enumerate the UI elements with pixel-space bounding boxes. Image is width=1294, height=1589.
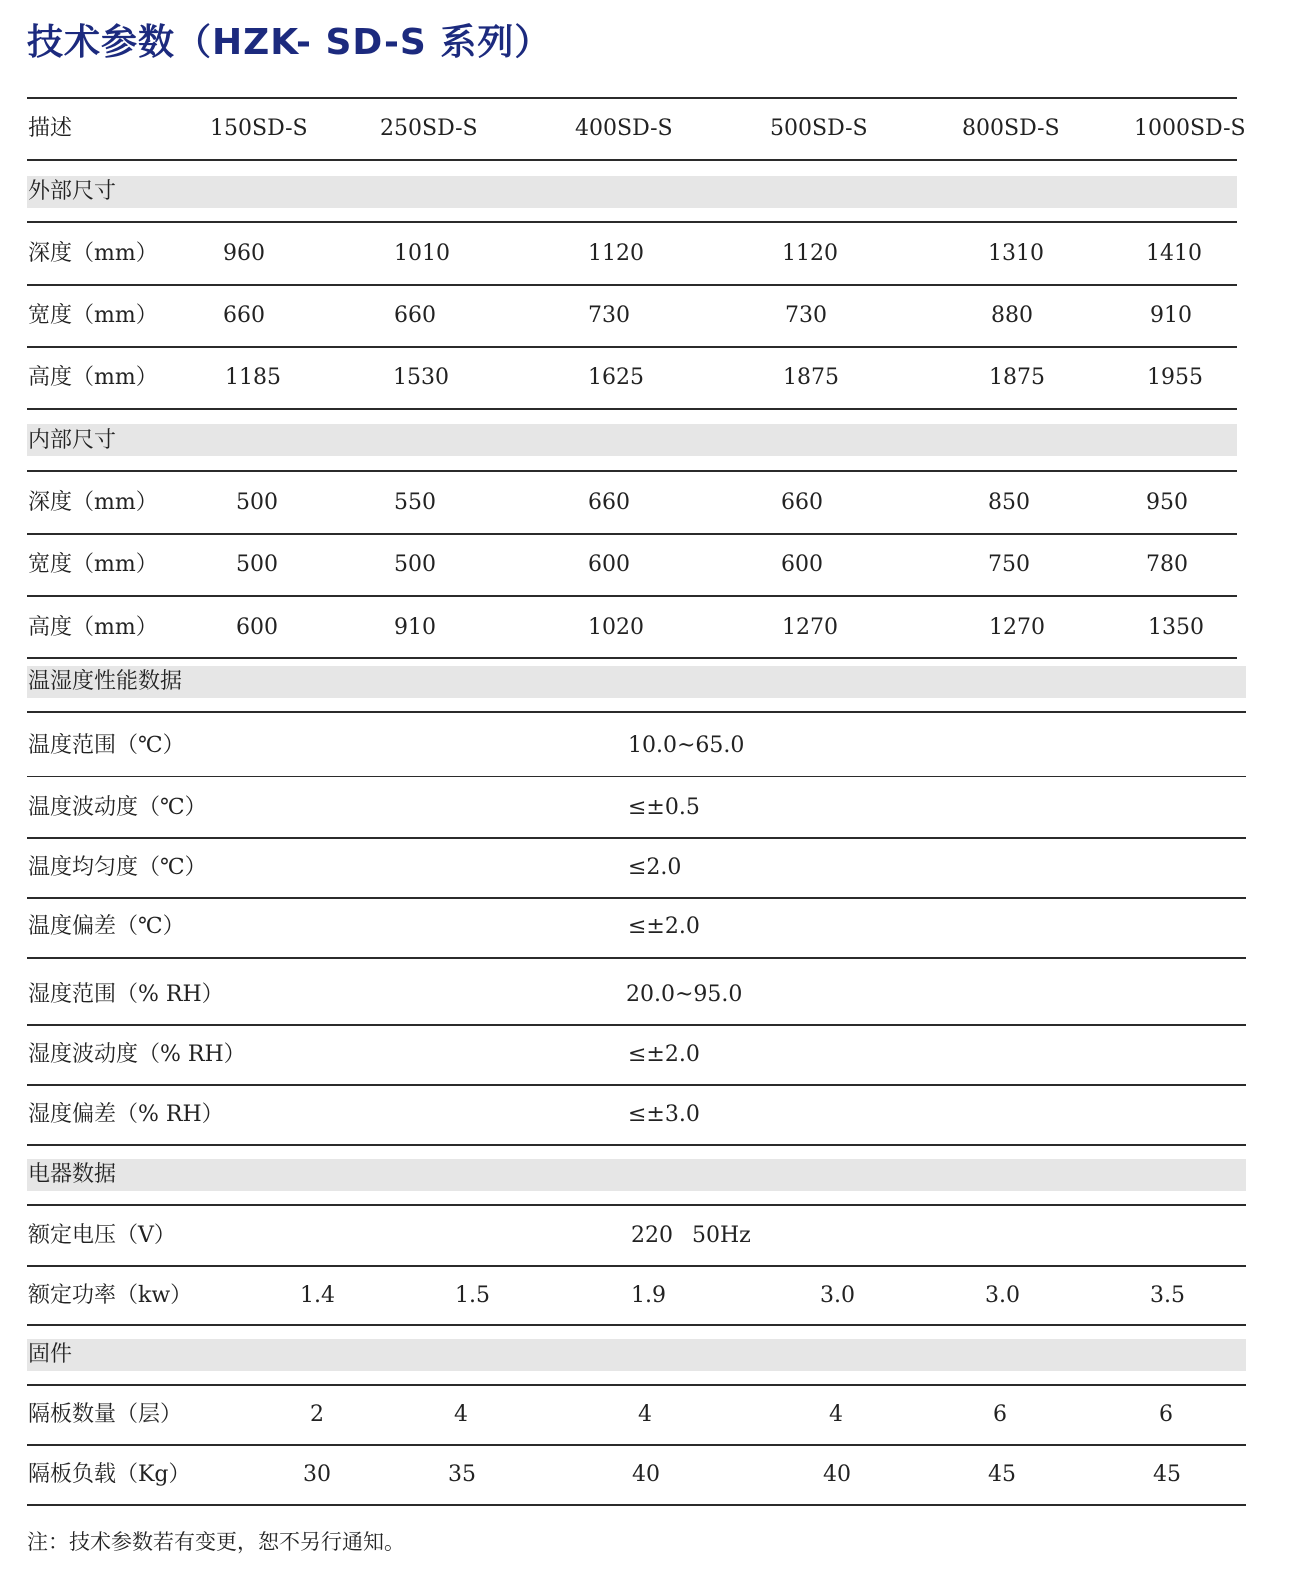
table-rule [27, 657, 1237, 659]
table-cell: 1875 [989, 365, 1045, 390]
table-cell: 40 [632, 1462, 660, 1487]
row-label: 温度均匀度（℃） [28, 855, 207, 880]
row-label: 额定功率（kw） [28, 1283, 193, 1308]
table-rule [27, 1384, 1246, 1386]
section-title-external: 外部尺寸 [28, 179, 117, 204]
table-cell: 550 [394, 490, 436, 515]
row-label: 温度范围（℃） [28, 733, 185, 758]
section-title-internal: 内部尺寸 [28, 428, 117, 453]
table-cell: 1625 [588, 365, 644, 390]
table-top-rule [27, 97, 1237, 99]
row-label: 湿度波动度（% RH） [28, 1042, 246, 1067]
table-cell: 6 [1159, 1402, 1173, 1427]
table-rule [27, 1024, 1246, 1026]
table-cell: 1120 [782, 241, 838, 266]
row-label: 湿度范围（% RH） [28, 982, 224, 1007]
table-cell: 1185 [225, 365, 281, 390]
table-cell: 45 [1153, 1462, 1181, 1487]
table-cell: ≤±0.5 [628, 795, 700, 820]
table-cell: 2 [310, 1402, 324, 1427]
table-cell: 750 [988, 552, 1030, 577]
row-label: 高度（mm） [28, 615, 158, 640]
table-rule [27, 1084, 1246, 1086]
row-label: 深度（mm） [28, 490, 158, 515]
page-title: 技术参数（HZK- SD-S 系列） [27, 22, 552, 63]
table-cell: 960 [223, 241, 265, 266]
table-cell: 910 [1150, 303, 1192, 328]
table-cell: 1.9 [631, 1283, 666, 1308]
table-cell: 1310 [988, 241, 1044, 266]
table-cell: 50Hz [692, 1223, 751, 1248]
table-cell: 1020 [588, 615, 644, 640]
table-cell: 30 [303, 1462, 331, 1487]
row-label: 隔板负载（Kg） [28, 1462, 191, 1487]
table-cell: 4 [454, 1402, 468, 1427]
table-cell: 780 [1146, 552, 1188, 577]
table-rule [27, 346, 1237, 348]
table-cell: 850 [988, 490, 1030, 515]
table-cell: 950 [1146, 490, 1188, 515]
table-rule [27, 1204, 1246, 1206]
table-rule [27, 957, 1246, 959]
table-rule [27, 408, 1237, 410]
section-title-electrical: 电器数据 [28, 1162, 117, 1187]
header-label: 描述 [28, 116, 73, 141]
row-label: 额定电压（V） [28, 1223, 176, 1248]
table-rule [27, 837, 1246, 839]
table-cell: 220 [631, 1223, 673, 1248]
table-cell: 600 [588, 552, 630, 577]
table-rule [27, 221, 1237, 223]
section-band [27, 1339, 1246, 1371]
table-cell: 3.5 [1150, 1283, 1185, 1308]
table-cell: 660 [781, 490, 823, 515]
table-rule [27, 776, 1246, 777]
table-cell: 730 [785, 303, 827, 328]
table-cell: 20.0~95.0 [626, 982, 743, 1007]
table-cell: 1270 [989, 615, 1045, 640]
table-cell: 1270 [782, 615, 838, 640]
table-cell: 660 [223, 303, 265, 328]
table-rule [27, 1324, 1246, 1326]
table-rule [27, 284, 1237, 286]
table-cell: 660 [394, 303, 436, 328]
table-cell: 1875 [783, 365, 839, 390]
table-cell: ≤2.0 [628, 855, 682, 880]
table-rule [27, 595, 1237, 597]
table-cell: 600 [236, 615, 278, 640]
row-label: 湿度偏差（% RH） [28, 1102, 224, 1127]
footnote: 注：技术参数若有变更，恕不另行通知。 [27, 1530, 405, 1554]
table-cell: 730 [588, 303, 630, 328]
table-cell: 880 [991, 303, 1033, 328]
table-rule [27, 1444, 1246, 1446]
table-rule [27, 1144, 1246, 1146]
table-cell: 500 [394, 552, 436, 577]
row-label: 宽度（mm） [28, 552, 158, 577]
table-cell: 600 [781, 552, 823, 577]
table-cell: 6 [993, 1402, 1007, 1427]
table-cell: 40 [823, 1462, 851, 1487]
table-cell: 4 [638, 1402, 652, 1427]
table-cell: 500 [236, 552, 278, 577]
table-bottom-rule [27, 1504, 1246, 1506]
section-band [27, 666, 1246, 698]
row-label: 宽度（mm） [28, 303, 158, 328]
table-rule [27, 711, 1246, 713]
table-rule [27, 897, 1246, 899]
table-cell: 3.0 [985, 1283, 1020, 1308]
header-model: 250SD-S [380, 116, 478, 141]
table-cell: ≤±2.0 [628, 1042, 700, 1067]
table-cell: 1010 [394, 241, 450, 266]
row-label: 温度波动度（℃） [28, 795, 207, 820]
section-band [27, 176, 1237, 208]
table-cell: 1955 [1147, 365, 1203, 390]
header-model: 400SD-S [575, 116, 673, 141]
table-cell: 1530 [393, 365, 449, 390]
row-label: 温度偏差（℃） [28, 914, 185, 939]
table-cell: 660 [588, 490, 630, 515]
header-model: 1000SD-S [1134, 116, 1246, 141]
table-cell: ≤±2.0 [628, 914, 700, 939]
table-cell: 1350 [1148, 615, 1204, 640]
table-rule [27, 1265, 1246, 1267]
table-cell: 1.5 [455, 1283, 490, 1308]
table-cell: 45 [988, 1462, 1016, 1487]
table-cell: 4 [829, 1402, 843, 1427]
table-rule [27, 533, 1237, 535]
row-label: 深度（mm） [28, 241, 158, 266]
table-cell: 910 [394, 615, 436, 640]
row-label: 高度（mm） [28, 365, 158, 390]
table-cell: 35 [448, 1462, 476, 1487]
row-label: 隔板数量（层） [28, 1402, 183, 1427]
header-model: 500SD-S [770, 116, 868, 141]
header-model: 800SD-S [962, 116, 1060, 141]
table-cell: 10.0~65.0 [628, 733, 745, 758]
table-cell: 1.4 [300, 1283, 335, 1308]
section-band [27, 424, 1237, 456]
table-cell: 1120 [588, 241, 644, 266]
table-cell: 1410 [1146, 241, 1202, 266]
table-cell: 3.0 [820, 1283, 855, 1308]
table-rule [27, 470, 1237, 472]
table-rule [27, 159, 1237, 161]
section-band [27, 1159, 1246, 1191]
section-title-fixtures: 固件 [28, 1342, 73, 1367]
section-title-performance: 温湿度性能数据 [28, 669, 183, 694]
table-cell: 500 [236, 490, 278, 515]
header-model: 150SD-S [210, 116, 308, 141]
table-cell: ≤±3.0 [628, 1102, 700, 1127]
